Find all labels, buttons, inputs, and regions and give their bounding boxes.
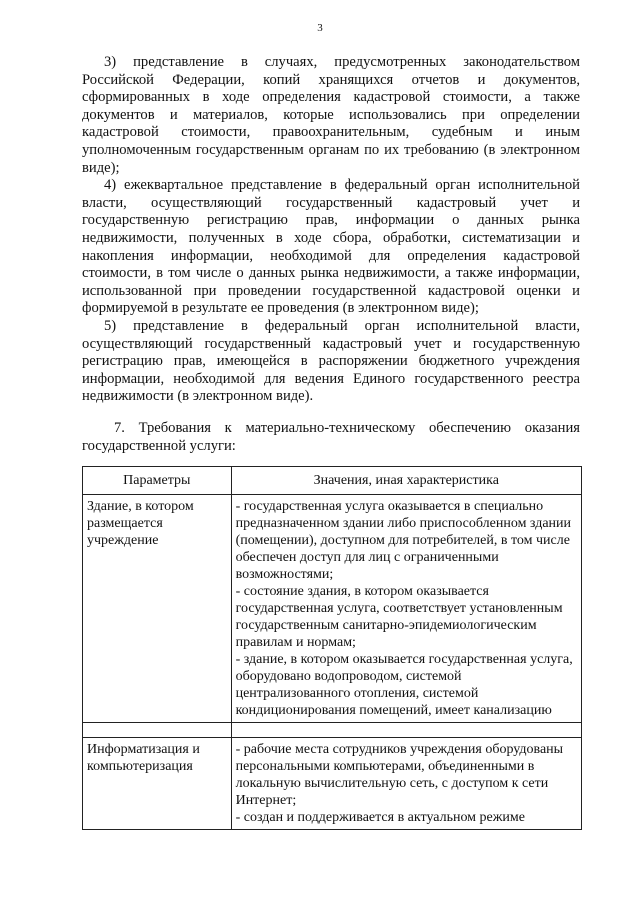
paragraph-5: 5) представление в федеральный орган исполнительной власти, осуществляющий государственный кадастровый учет и государственную регистрацию прав, имеющейся в распоряжении бюджетного учреждения информации, необходимой для ведения Единого государственного реестра недвижимости (в электронном виде). [82, 317, 580, 405]
table-cell-param: Здание, в котором размещается учреждение [83, 495, 232, 723]
table-header-values: Значения, иная характеристика [231, 467, 581, 495]
requirements-table [82, 466, 582, 830]
table-cell-line: - состояние здания, в котором оказывается государственная услуга, соответствует установленным государственным санитарно-эпидемиологическим правилам и нормам; [235, 584, 563, 650]
table-row [83, 495, 582, 723]
body-text [82, 54, 580, 406]
table-cell-value-text [236, 741, 578, 826]
table-cell-param: Информатизация и компьютеризация [83, 738, 232, 830]
table-cell-line: - здание, в котором оказывается государственная услуга, оборудовано водопроводом, системой централизованного отопления, системой кондиционирования помещений, имеет канализацию [235, 652, 573, 718]
table-row [83, 738, 582, 830]
table-cell-line: - рабочие места сотрудников учреждения оборудованы персональными компьютерами, объединенными в локальную вычислительную сеть, с доступом к сети Интернет; [235, 742, 564, 808]
table-cell-gap [231, 723, 581, 738]
paragraph-4: 4) ежеквартальное представление в федеральный орган исполнительной власти, осуществляющий государственный кадастровый учет и государственную регистрацию прав, информации о данных рынка недвижимости, полученных в ходе сбора, обработки, систематизации и накопления информации, необходимой для определения кадастровой стоимости, в том числе о данных рынка недвижимости, а также информации, использованной при проведении государственной кадастровой оценки и формируемой в результате ее проведения (в электронном виде); [82, 177, 580, 317]
table-cell-value-text [236, 498, 578, 719]
page-number: 3 [317, 22, 323, 34]
table-row-gap [83, 723, 582, 738]
table-cell-line: - государственная услуга оказывается в специально предназначенном здании либо приспособленном здании (помещении), доступном для потребителей, в том числе обеспечен доступ для лиц с ограниченными возможностями; [235, 499, 572, 582]
table-cell-gap [83, 723, 232, 738]
paragraph-3: 3) представление в случаях, предусмотренных законодательством Российской Федерации, копий хранящихся отчетов и документов, сформированных в ходе определения кадастровой стоимости, а также документов и материалов, которые использовались при определении кадастровой стоимости, правоохранительным, судебным и иным уполномоченным государственным органам по их требованию (в электронном виде); [82, 54, 580, 176]
table-cell-value [231, 738, 581, 830]
table-cell-line: - создан и поддерживается в актуальном режиме [235, 810, 525, 825]
table-header-row [83, 467, 582, 495]
table-cell-value [231, 495, 581, 723]
section-title: 7. Требования к материально-техническому обеспечению оказания государственной услуги: [82, 420, 580, 454]
table-header-params: Параметры [83, 467, 232, 495]
